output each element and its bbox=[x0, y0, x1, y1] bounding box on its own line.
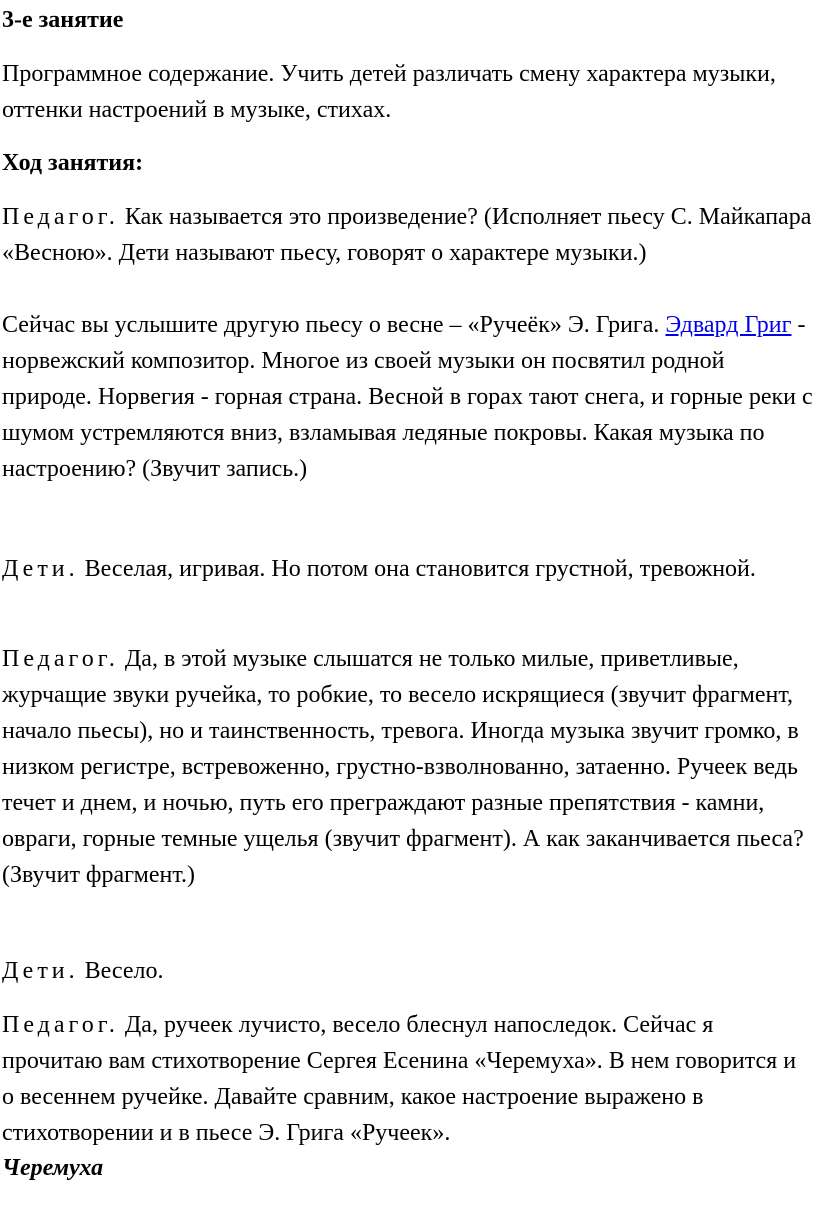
grieg-link[interactable]: Эдвард Григ bbox=[665, 312, 792, 338]
paragraph-text: - норвежский композитор. Многое из своей музыки он посвятил родной природе. Норвегия - горная страна. Весной в горах тают снега, и горные реки с шумом устремляются вниз, взламывая ледяные покровы. Какая музыка по настроению? (Звучит запись.) bbox=[2, 312, 813, 482]
program-content: Программное содержание. Учить детей различать смену характера музыки, оттенки настроений в музыке, стихах. bbox=[2, 61, 776, 123]
lesson-title: 3-е занятие bbox=[2, 7, 124, 33]
speaker-children: Дети. bbox=[2, 958, 79, 984]
poem-title: Черемуха bbox=[2, 1155, 104, 1181]
paragraph-text: Сейчас вы услышите другую пьесу о весне – «Ручеёк» Э. Грига. bbox=[2, 312, 666, 338]
paragraph-teacher-3 bbox=[2, 1007, 814, 1151]
paragraph-text: Весело. bbox=[78, 958, 164, 984]
speaker-children: Дети. bbox=[2, 556, 79, 582]
paragraph-teacher-1 bbox=[2, 199, 814, 271]
speaker-teacher: Педагог. bbox=[2, 646, 119, 672]
course-heading: Ход занятия: bbox=[2, 150, 144, 176]
paragraph-grieg bbox=[2, 307, 814, 487]
paragraph-children-2 bbox=[2, 953, 814, 989]
paragraph-teacher-2 bbox=[2, 641, 814, 893]
paragraph-text: Да, ручеек лучисто, весело блеснул напоследок. Сейчас я прочитаю вам стихотворение Сергея Есенина «Черемуха». В нем говорится и о весеннем ручейке. Давайте сравним, какое настроение выражено в стихотворении и в пьесе Э. Грига «Ручеек». bbox=[2, 1012, 797, 1146]
paragraph-text: Веселая, игривая. Но потом она становится грустной, тревожной. bbox=[78, 556, 756, 582]
paragraph-children-1 bbox=[2, 551, 814, 587]
speaker-teacher: Педагог. bbox=[2, 1012, 119, 1038]
paragraph-text: Да, в этой музыке слышатся не только милые, приветливые, журчащие звуки ручейка, то робкие, то весело искрящиеся (звучит фрагмент, начало пьесы), но и таинственность, тревога. Иногда музыка звучит громко, в низком регистре, встревоженно, грустно-взволнованно, затаенно. Ручеек ведь течет и днем, и ночью, путь его преграждают разные препятствия - камни, овраги, горные темные ущелья (звучит фрагмент). А как заканчивается пьеса? (Звучит фрагмент.) bbox=[2, 646, 804, 888]
paragraph-text: Как называется это произведение? (Исполняет пьесу С. Майкапара «Весною». Дети называют пьесу, говорят о характере музыки.) bbox=[2, 204, 812, 266]
speaker-teacher: Педагог. bbox=[2, 204, 119, 230]
